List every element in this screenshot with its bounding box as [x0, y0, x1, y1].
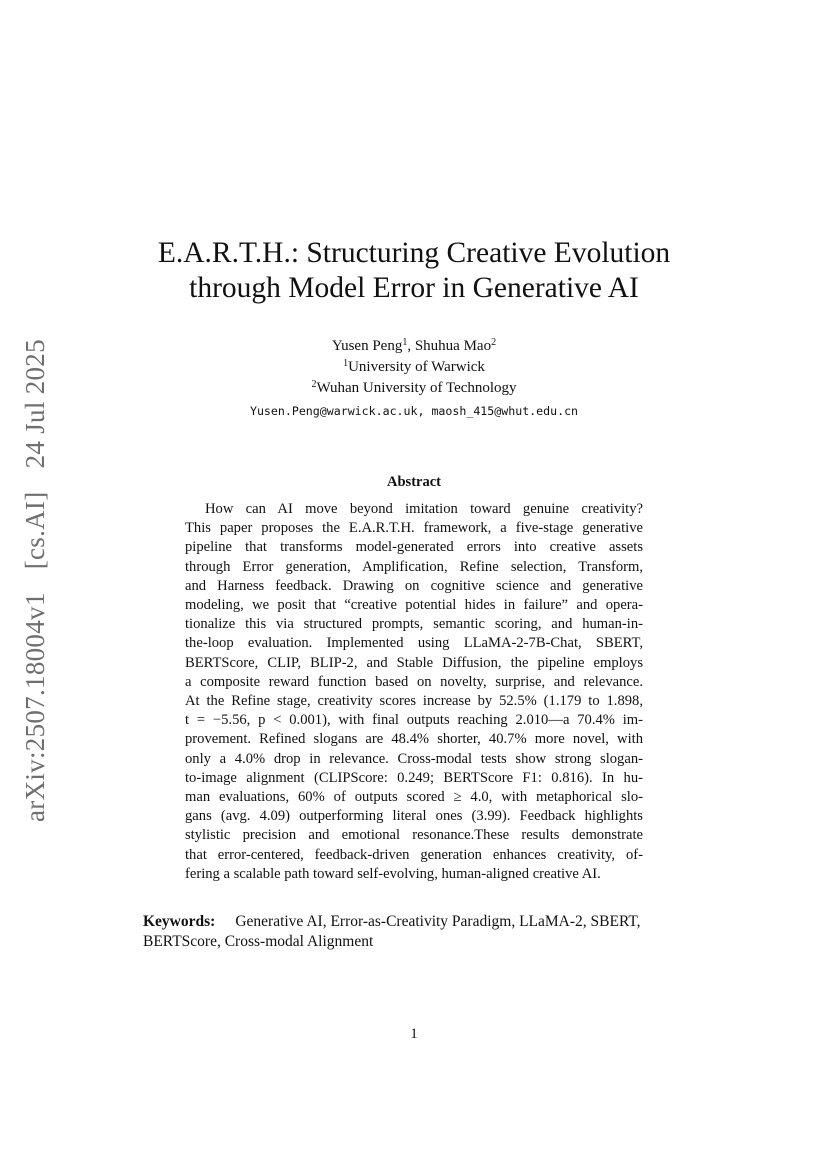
abstract-line: fering a scalable path toward self-evolving, human-aligned creative AI.: [185, 865, 601, 882]
author-2-name: Shuhua Mao: [414, 338, 492, 354]
abstract-heading: Abstract: [387, 474, 441, 490]
abstract-line: stylistic precision and emotional resonance.These results demonstrate: [185, 827, 643, 844]
page-number: 1: [410, 1026, 418, 1042]
author-separator: ,: [407, 338, 415, 354]
keywords-section: [143, 912, 713, 952]
keywords-label: Keywords:: [143, 913, 216, 930]
title-line-2: through Model Error in Generative AI: [189, 272, 639, 304]
title-line-1: E.A.R.T.H.: Structuring Creative Evolution: [157, 237, 671, 269]
abstract-line: man evaluations, 60% of outputs scored ≥ 4.0, with metaphorical slo-: [185, 789, 643, 806]
arxiv-date: 24 Jul 2025: [20, 339, 50, 469]
affiliation-1-name: University of Warwick: [348, 359, 485, 375]
author-emails: Yusen.Peng@warwick.ac.uk, maosh_415@whut.edu.cn: [249, 404, 579, 418]
author-2-affiliation-mark: 2: [491, 337, 497, 348]
abstract-line: and Harness feedback. Drawing on cognitive science and generative: [185, 577, 643, 594]
abstract-line: only a 4.0% drop in relevance. Cross-modal tests show strong slogan-: [185, 750, 643, 767]
abstract-line: through Error generation, Amplification, Refine selection, Transform,: [185, 558, 643, 575]
abstract-line: provement. Refined slogans are 48.4% shorter, 40.7% more novel, with: [185, 731, 643, 748]
author-1-affiliation-mark: 1: [402, 337, 408, 348]
affiliation-1-mark: 1: [343, 358, 349, 369]
abstract-line: How can AI move beyond imitation toward genuine creativity?: [205, 501, 643, 517]
abstract-line: BERTScore, CLIP, BLIP-2, and Stable Diffusion, the pipeline employs: [185, 654, 643, 671]
affiliation-2: [100, 378, 728, 399]
affiliation-2-name: Wuhan University of Technology: [316, 380, 517, 396]
author-1-name: Yusen Peng: [331, 338, 403, 354]
abstract-line: to-image alignment (CLIPScore: 0.249; BERTScore F1: 0.816). In hu-: [185, 769, 643, 786]
keywords-line-2: BERTScore, Cross-modal Alignment: [143, 933, 374, 950]
abstract-line: t = −5.56, p < 0.001), with final outputs reaching 2.010—a 70.4% im-: [185, 712, 643, 729]
arxiv-sidebar-stamp: [20, 323, 51, 822]
author-names: [100, 336, 728, 357]
affiliation-1: [100, 357, 728, 378]
abstract-line: This paper proposes the E.A.R.T.H. framework, a five-stage generative: [185, 520, 643, 537]
abstract-line: the-loop evaluation. Implemented using LLaMA-2-7B-Chat, SBERT,: [185, 635, 643, 652]
abstract-line: tionalize this via structured prompts, semantic scoring, and human-in-: [185, 616, 643, 633]
abstract-line: At the Refine stage, creativity scores increase by 52.5% (1.179 to 1.898,: [185, 693, 643, 710]
abstract-line: a composite reward function based on novelty, surprise, and relevance.: [185, 673, 643, 690]
abstract-line: that error-centered, feedback-driven generation enhances creativity, of-: [185, 846, 643, 863]
keywords-line-1: Generative AI, Error-as-Creativity Paradigm, LLaMA-2, SBERT,: [235, 913, 641, 930]
arxiv-id: arXiv:2507.18004v1: [20, 592, 50, 822]
abstract-line: pipeline that transforms model-generated errors into creative assets: [185, 539, 643, 556]
affiliation-2-mark: 2: [311, 379, 317, 390]
abstract-line: gans (avg. 4.09) outperforming literal ones (3.99). Feedback highlights: [185, 808, 643, 825]
paper-title: [100, 236, 728, 306]
abstract-body: [185, 500, 643, 884]
author-block: [100, 336, 728, 422]
arxiv-category: [cs.AI]: [20, 491, 50, 570]
abstract-line: modeling, we posit that “creative potential hides in failure” and opera-: [185, 597, 643, 614]
